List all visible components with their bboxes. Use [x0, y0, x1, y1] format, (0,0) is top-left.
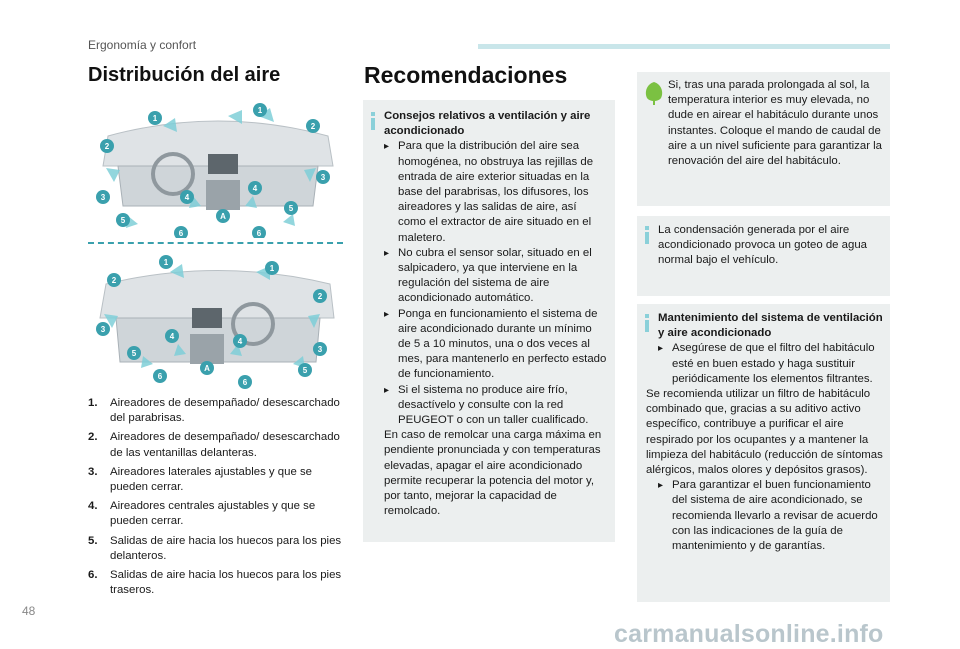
legend-text: Aireadores laterales ajustables y que se pueden cerrar.	[110, 465, 312, 494]
bullet-icon: ▸	[384, 384, 390, 396]
tip-item	[384, 383, 607, 429]
info-icon-bar	[645, 320, 649, 332]
eco-tip-box	[637, 72, 890, 206]
fig-label: 3	[317, 345, 323, 354]
fig-label: 1	[269, 264, 275, 273]
fig-label: A	[220, 212, 226, 221]
fig-label: 4	[237, 337, 243, 346]
dashboard-figure-bottom	[88, 252, 343, 392]
fig-label: 2	[111, 276, 117, 285]
condensation-text: La condensación generada por el aire acondicionado provoca un goteo de agua normal bajo el vehículo.	[658, 224, 867, 267]
bullet-icon: ▸	[384, 247, 390, 259]
air-outlet-legend	[88, 396, 348, 602]
figure-separator	[88, 242, 343, 244]
legend-text: Salidas de aire hacia los huecos para los pies traseros.	[110, 569, 342, 597]
fig-label: 4	[184, 193, 190, 202]
info-icon-dot	[645, 314, 649, 318]
legend-text: Aireadores centrales ajustables y que se pueden cerrar.	[110, 500, 316, 528]
legend-number: 5.	[88, 534, 98, 547]
legend-number: 3.	[88, 465, 98, 478]
info-icon-dot	[645, 226, 649, 230]
left-title: Distribución del aire	[88, 64, 281, 86]
bullet-icon: ▸	[384, 141, 390, 153]
bullet-icon: ▸	[384, 308, 390, 320]
towing-note: En caso de remolcar una carga máxima en pendiente pronunciada y con temperaturas elevadas, apagar el aire acondicionado permite recuperar la potencia del motor y, por tanto, mejorar la capacidad de remolcado.	[384, 429, 602, 518]
maintenance-text: Asegúrese de que el filtro del habitáculo esté en buen estado y haga sustituir periódicamente los elementos filtrantes.	[672, 342, 875, 385]
bullet-icon: ▸	[658, 480, 664, 492]
legend-number: 4.	[88, 500, 98, 513]
fig-label: 1	[152, 114, 158, 123]
legend-item	[88, 430, 348, 460]
watermark: carmanualsonline.info	[614, 620, 884, 648]
legend-item	[88, 465, 348, 495]
legend-number: 6.	[88, 569, 98, 582]
tip-item	[384, 246, 607, 307]
tip-text: Para que la distribución del aire sea homogénea, no obstruya las rejillas de entrada de aire exterior situadas en la base del parabrisas, los difusores, los aireadores y las salidas de aire, así como el extractor de aire situado en el maletero.	[398, 140, 594, 244]
header-bar	[478, 44, 890, 49]
tip-text: No cubra el sensor solar, situado en el salpicadero, ya que interviene en la regulación del sistema de aire acondicionado automático.	[398, 246, 592, 305]
fig-label: 6	[157, 372, 163, 381]
fig-label: 4	[252, 184, 258, 193]
page-number: 48	[22, 604, 36, 618]
fig-label: 2	[317, 292, 323, 301]
middle-title: Recomendaciones	[364, 62, 568, 88]
legend-item	[88, 534, 348, 564]
legend-number: 1.	[88, 397, 98, 409]
legend-text: Aireadores de desempañado/ desescarchado del parabrisas.	[110, 397, 340, 425]
section-header: Ergonomía y confort	[88, 38, 197, 52]
fig-label: 6	[242, 378, 248, 387]
fig-label: 3	[100, 325, 106, 334]
fig-label: 3	[320, 173, 326, 182]
info-icon-bar	[645, 232, 649, 244]
maintenance-box	[637, 304, 890, 602]
tips-heading: Consejos relativos a ventilación y aire acondicionado	[384, 110, 591, 138]
fig-label: 5	[120, 216, 126, 225]
tip-text: Ponga en funcionamiento el sistema de aire acondicionado durante un mínimo de 5 a 10 minutos, una o dos veces al mes, para mantenerlo en perfecto estado de funcionamiento.	[398, 307, 607, 381]
legend-number: 2.	[88, 431, 98, 444]
fig-label: 4	[169, 332, 175, 341]
legend-item	[88, 568, 348, 598]
maintenance-text: Para garantizar el buen funcionamiento del sistema de aire acondicionado, se recomienda llevarlo a revisar de acuerdo con las indicaciones de la guía de mantenimiento y de garantías.	[672, 479, 878, 553]
legend-text: Salidas de aire hacia los huecos para los pies delanteros.	[110, 534, 342, 562]
bullet-icon: ▸	[658, 343, 664, 355]
fig-label: 2	[104, 142, 110, 151]
fig-label: 5	[302, 366, 308, 375]
ventilation-tips-box	[363, 100, 615, 542]
fig-label: 6	[178, 229, 184, 238]
fig-label: 5	[288, 204, 294, 213]
fig-label: 3	[100, 193, 106, 202]
fig-label: A	[204, 364, 210, 373]
tip-text: Si el sistema no produce aire frío, desactívelo y consulte con la red PEUGEOT o con un taller cualificado.	[398, 383, 589, 427]
dashboard-figure-top	[88, 96, 343, 238]
legend-text: Aireadores de desempañado/ desescarchado de las ventanillas delanteras.	[110, 431, 340, 459]
eco-text: Si, tras una parada prolongada al sol, la temperatura interior es muy elevada, no dude en airear el habitáculo durante unos instantes. Coloque el mando de caudal de aire a un nivel suficiente para garantizar la renovación del aire del habitáculo.	[668, 79, 883, 168]
fig-label: 5	[131, 349, 137, 358]
fig-label: 1	[163, 258, 169, 267]
fig-label: 6	[256, 229, 262, 238]
filter-recommendation: Se recomienda utilizar un filtro de habitáculo combinado que, gracias a su aditivo activo específico, contribuye a purificar el aire respirado por los ocupantes y a mantener la limpieza del habitáculo (reducción de síntomas alérgicos, malos olores y depósitos grasos).	[646, 388, 883, 477]
maintenance-item	[658, 341, 884, 387]
condensation-box	[637, 216, 890, 296]
tip-item	[384, 307, 607, 383]
maintenance-heading: Mantenimiento del sistema de ventilación y aire acondicionado	[658, 312, 883, 340]
info-icon-dot	[371, 112, 375, 116]
tip-item	[384, 139, 607, 245]
legend-item	[88, 396, 348, 426]
maintenance-item	[658, 478, 884, 554]
eco-leaf-icon	[643, 80, 665, 106]
info-icon-bar	[371, 118, 375, 130]
legend-item	[88, 499, 348, 529]
fig-label: 2	[310, 122, 316, 131]
fig-label: 1	[257, 106, 263, 115]
